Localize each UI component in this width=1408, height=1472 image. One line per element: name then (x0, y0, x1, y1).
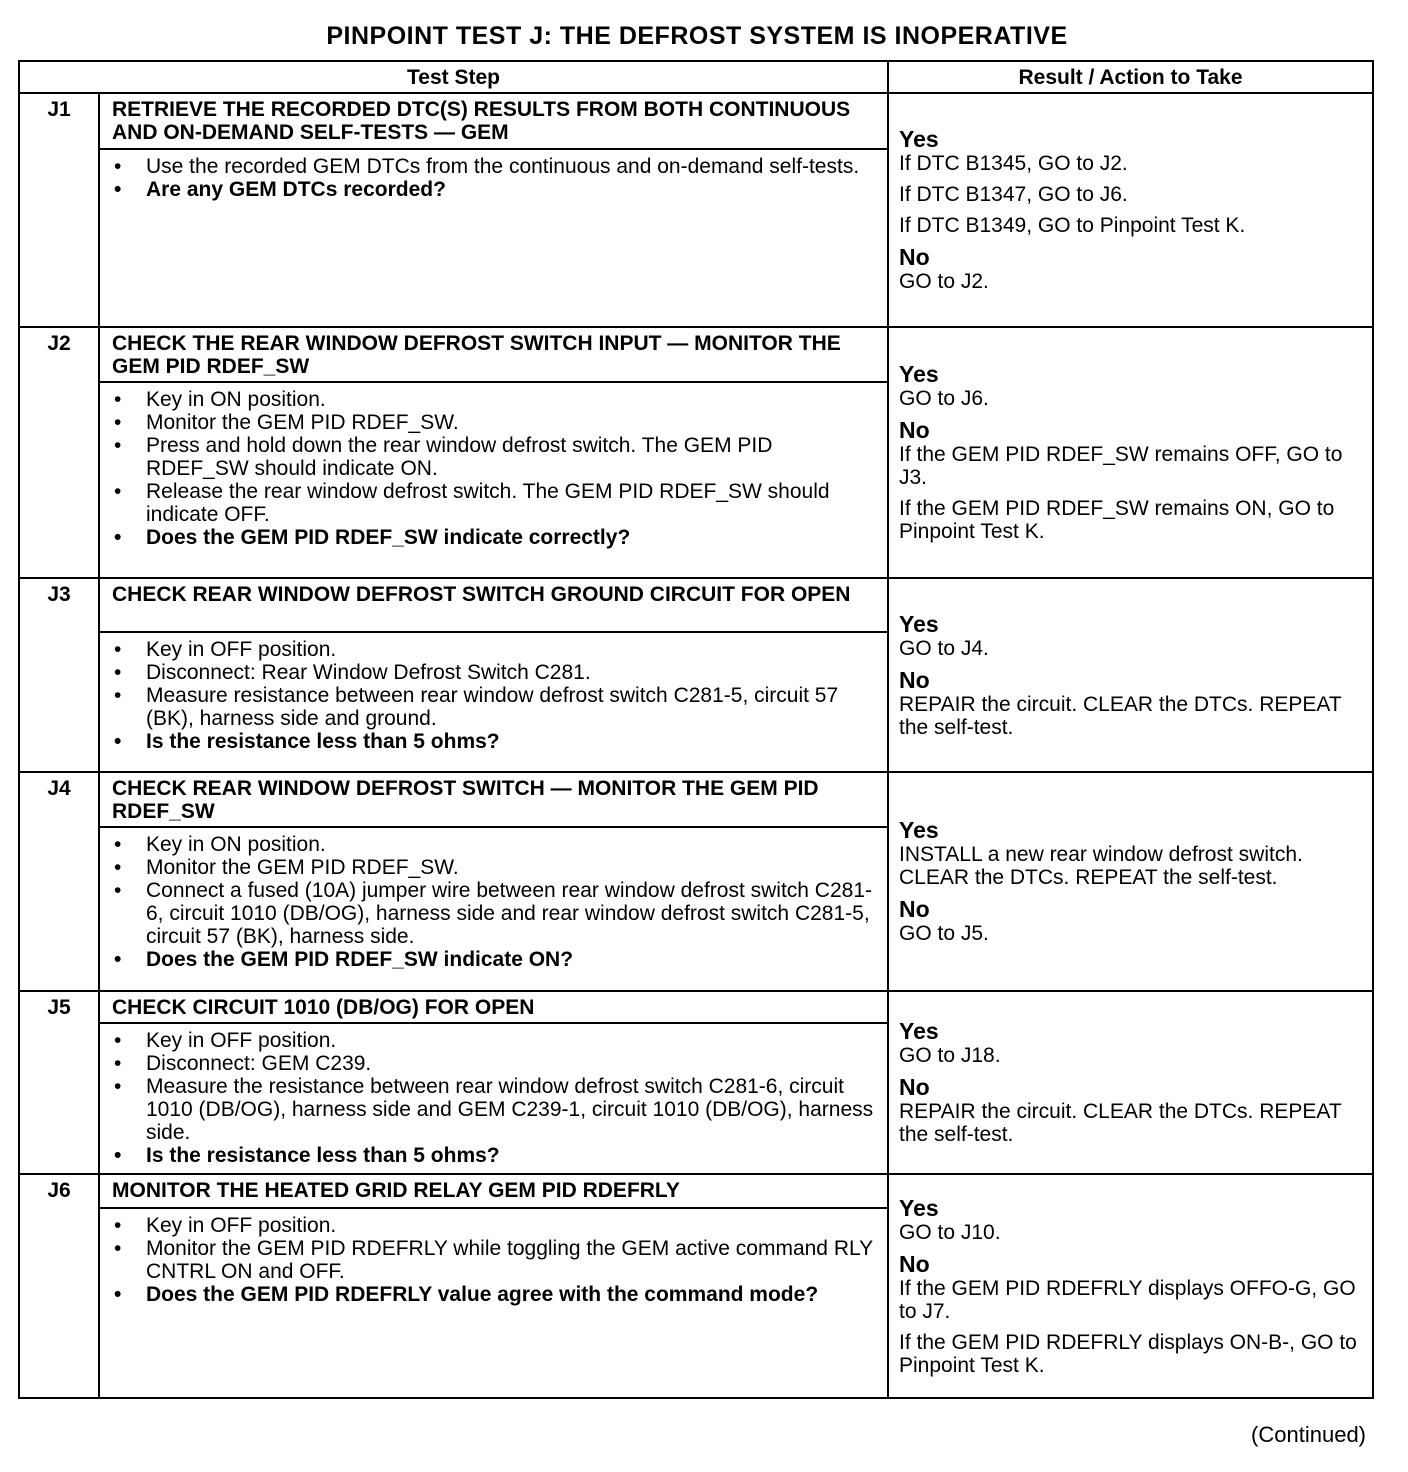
step-heading-row (19, 93, 1373, 149)
instruction-item: • Measure the resistance between rear window defrost switch C281-6, circuit 1010 (DB/OG), harness side and GEM C239-1, circuit 1010 (DB/OG), harness side. (110, 1075, 875, 1144)
step-heading: CHECK CIRCUIT 1010 (DB/OG) FOR OPEN (99, 991, 888, 1023)
step-heading: CHECK REAR WINDOW DEFROST SWITCH GROUND CIRCUIT FOR OPEN (99, 578, 888, 632)
table-header-row (19, 61, 1373, 93)
step-id: J4 (19, 772, 99, 991)
instruction-item: • Key in ON position. (110, 388, 875, 411)
step-heading-row (19, 327, 1373, 382)
no-action: GO to J5. (899, 922, 989, 945)
step-heading-row (19, 991, 1373, 1023)
instruction-item: • Key in ON position. (110, 833, 875, 856)
instruction-item: • Measure resistance between rear window defrost switch C281-5, circuit 57 (BK), harness side and ground. (110, 684, 875, 730)
no-label: No (899, 1074, 930, 1100)
step-question: • Does the GEM PID RDEFRLY value agree with the command mode? (110, 1283, 875, 1306)
step-question: • Does the GEM PID RDEF_SW indicate ON? (110, 948, 875, 971)
yes-label: Yes (899, 817, 939, 843)
instruction-item: • Key in OFF position. (110, 1214, 875, 1237)
instruction-item: • Key in OFF position. (110, 638, 875, 661)
step-question: • Is the resistance less than 5 ohms? (110, 730, 875, 753)
step-instructions (99, 827, 888, 991)
no-label: No (899, 666, 930, 693)
instruction-item: • Monitor the GEM PID RDEFRLY while toggling the GEM active command RLY CNTRL ON and OFF. (110, 1237, 875, 1283)
step-id: J1 (19, 93, 99, 327)
header-test-step: Test Step (19, 61, 888, 93)
step-instructions (99, 1208, 888, 1398)
yes-label: Yes (899, 610, 939, 637)
no-label: No (899, 896, 930, 922)
step-question: • Is the resistance less than 5 ohms? (110, 1144, 875, 1167)
pinpoint-test-table (18, 60, 1374, 1399)
yes-action: GO to J6. (899, 387, 989, 410)
step-heading: RETRIEVE THE RECORDED DTC(S) RESULTS FROM BOTH CONTINUOUS AND ON-DEMAND SELF-TESTS — GEM (99, 93, 888, 149)
yes-action: If DTC B1347, GO to J6. (899, 183, 1128, 206)
header-result: Result / Action to Take (888, 61, 1373, 93)
step-result (888, 1174, 1373, 1398)
instruction-item: • Disconnect: GEM C239. (110, 1052, 875, 1075)
yes-action: GO to J10. (899, 1220, 1001, 1244)
instruction-item: • Press and hold down the rear window defrost switch. The GEM PID RDEF_SW should indicate ON. (110, 434, 875, 480)
step-instructions (99, 632, 888, 772)
no-action: REPAIR the circuit. CLEAR the DTCs. REPEAT the self-test. (899, 692, 1342, 739)
step-id: J6 (19, 1174, 99, 1398)
yes-label: Yes (899, 126, 939, 152)
step-heading: CHECK THE REAR WINDOW DEFROST SWITCH INPUT — MONITOR THE GEM PID RDEF_SW (99, 327, 888, 382)
no-label: No (899, 244, 930, 270)
yes-label: Yes (899, 1194, 939, 1221)
step-result (888, 93, 1373, 327)
step-result (888, 991, 1373, 1174)
no-action: REPAIR the circuit. CLEAR the DTCs. REPEAT the self-test. (899, 1100, 1342, 1146)
yes-action: If DTC B1345, GO to J2. (899, 152, 1128, 175)
page-title: PINPOINT TEST J: THE DEFROST SYSTEM IS INOPERATIVE (326, 22, 1068, 50)
no-label: No (899, 1250, 930, 1277)
step-result (888, 578, 1373, 772)
instruction-item: • Disconnect: Rear Window Defrost Switch C281. (110, 661, 875, 684)
step-id: J3 (19, 578, 99, 772)
step-instructions (99, 382, 888, 578)
no-action: GO to J2. (899, 270, 989, 293)
instruction-item: • Key in OFF position. (110, 1029, 875, 1052)
no-action: If the GEM PID RDEFRLY displays ON-B-, GO to Pinpoint Test K. (899, 1330, 1357, 1377)
instruction-item: • Use the recorded GEM DTCs from the continuous and on-demand self-tests. (110, 155, 875, 178)
step-heading: CHECK REAR WINDOW DEFROST SWITCH — MONITOR THE GEM PID RDEF_SW (99, 772, 888, 827)
instruction-item: • Monitor the GEM PID RDEF_SW. (110, 856, 875, 879)
step-heading-row (19, 772, 1373, 827)
step-heading-row (19, 578, 1373, 632)
step-instructions (99, 149, 888, 327)
no-action: If the GEM PID RDEF_SW remains ON, GO to Pinpoint Test K. (899, 497, 1335, 543)
yes-action: GO to J18. (899, 1044, 1001, 1067)
step-instructions (99, 1023, 888, 1174)
yes-label: Yes (899, 361, 939, 387)
continued-note: (Continued) (1251, 1422, 1366, 1447)
step-question: • Are any GEM DTCs recorded? (110, 178, 875, 201)
step-heading: MONITOR THE HEATED GRID RELAY GEM PID RDEFRLY (99, 1174, 888, 1208)
step-heading-row (19, 1174, 1373, 1208)
step-question: • Does the GEM PID RDEF_SW indicate correctly? (110, 526, 875, 549)
step-result (888, 772, 1373, 991)
instruction-item: • Connect a fused (10A) jumper wire between rear window defrost switch C281-6, circuit 1010 (DB/OG), harness side and rear window defrost switch C281-5, circuit 57 (BK), harness side. (110, 879, 875, 948)
yes-action: If DTC B1349, GO to Pinpoint Test K. (899, 214, 1246, 237)
instruction-item: • Release the rear window defrost switch. The GEM PID RDEF_SW should indicate OFF. (110, 480, 875, 526)
step-result (888, 327, 1373, 578)
no-label: No (899, 417, 930, 443)
instruction-item: • Monitor the GEM PID RDEF_SW. (110, 411, 875, 434)
step-id: J5 (19, 991, 99, 1174)
no-action: If the GEM PID RDEF_SW remains OFF, GO to J3. (899, 443, 1343, 489)
no-action: If the GEM PID RDEFRLY displays OFFO-G, GO to J7. (899, 1276, 1356, 1323)
yes-label: Yes (899, 1018, 939, 1044)
yes-action: GO to J4. (899, 636, 989, 660)
yes-action: INSTALL a new rear window defrost switch. CLEAR the DTCs. REPEAT the self-test. (899, 843, 1303, 889)
step-id: J2 (19, 327, 99, 578)
